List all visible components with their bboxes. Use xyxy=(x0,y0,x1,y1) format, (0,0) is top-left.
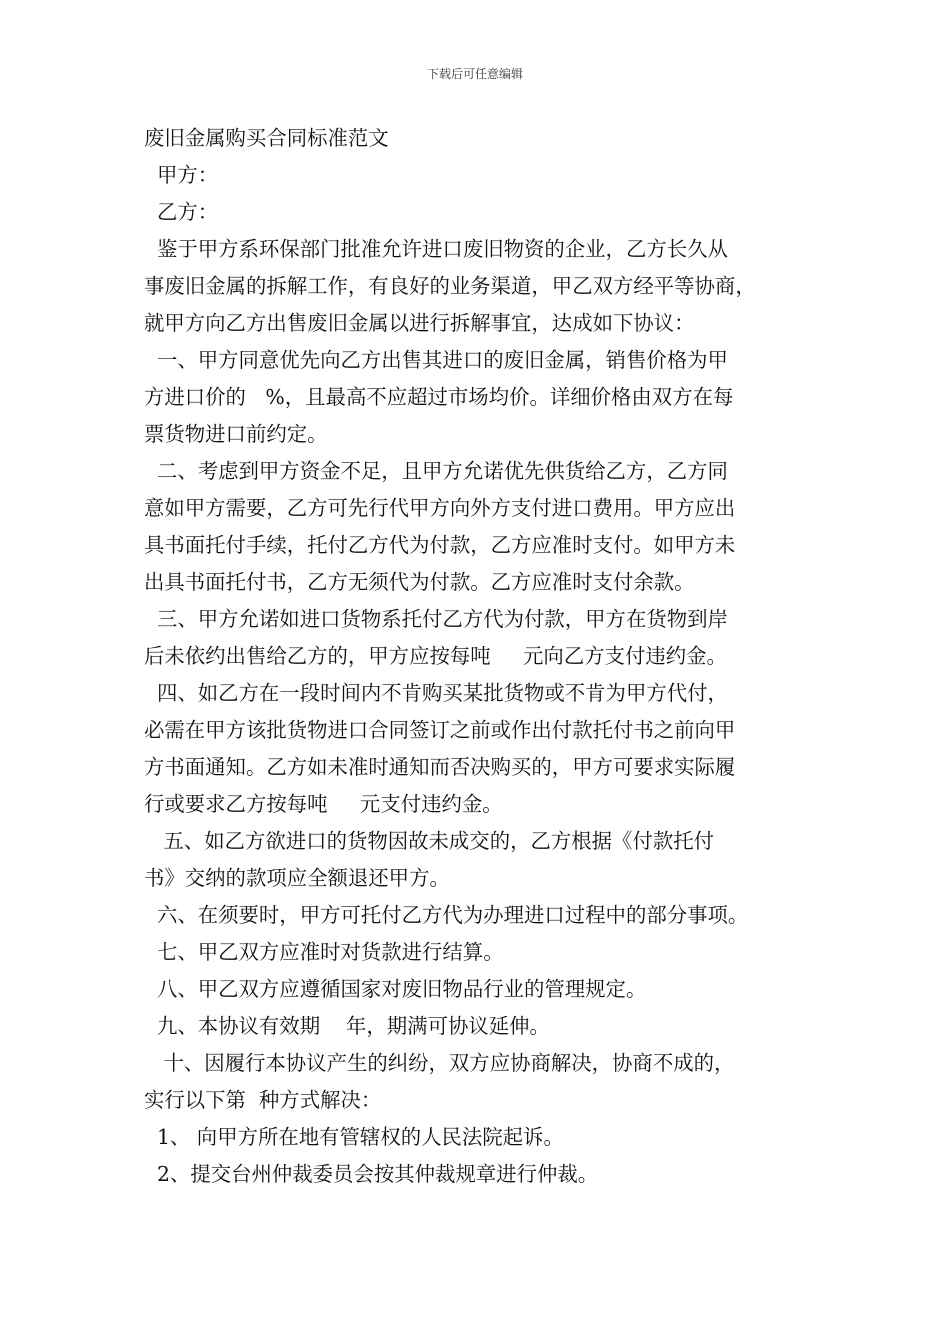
document-line: 四、如乙方在一段时间内不肯购买某批货物或不肯为甲方代付， xyxy=(144,681,728,705)
document-line: 八、甲乙双方应遵循国家对废旧物品行业的管理规定。 xyxy=(144,977,647,1001)
document-line: 出具书面托付书，乙方无须代为付款。乙方应准时支付余款。 xyxy=(144,570,695,594)
document-line: 具书面托付手续，托付乙方代为付款，乙方应准时支付。如甲方未 xyxy=(144,533,736,557)
document-line: 意如甲方需要，乙方可先行代甲方向外方支付进口费用。甲方应出 xyxy=(144,496,736,520)
document-line: 九、本协议有效期 年，期满可协议延伸。 xyxy=(144,1014,550,1038)
document-line: 就甲方向乙方出售废旧金属以进行拆解事宜，达成如下协议： xyxy=(144,311,695,335)
document-line: 2、提交台州仲裁委员会按其仲裁规章进行仲裁。 xyxy=(144,1162,599,1186)
document-line: 票货物进口前约定。 xyxy=(144,422,328,446)
document-line: 十、因履行本协议产生的纠纷，双方应协商解决，协商不成的， xyxy=(144,1051,735,1075)
document-line: 必需在甲方该批货物进口合同签订之前或作出付款托付书之前向甲 xyxy=(144,718,736,742)
document-line: 一、甲方同意优先向乙方出售其进口的废旧金属，销售价格为甲 xyxy=(144,348,728,372)
document-line: 五、如乙方欲进口的货物因故未成交的，乙方根据《付款托付 xyxy=(144,829,714,853)
document-line: 实行以下第 种方式解决： xyxy=(144,1088,382,1112)
document-line: 方进口价的 %，且最高不应超过市场均价。详细价格由双方在每 xyxy=(144,385,734,409)
document-paragraphs xyxy=(144,157,814,1193)
page-header-note: 下载后可任意编辑 xyxy=(426,67,523,81)
document-line: 行或要求乙方按每吨 元支付违约金。 xyxy=(144,792,503,816)
document-line: 三、甲方允诺如进口货物系托付乙方代为付款，甲方在货物到岸 xyxy=(144,607,728,631)
document-title: 废旧金属购买合同标准范文 xyxy=(144,126,389,150)
document-line: 二、考虑到甲方资金不足，且甲方允诺优先供货给乙方，乙方同 xyxy=(144,459,728,483)
document-line: 乙方： xyxy=(144,200,219,224)
document-line: 方书面通知。乙方如未准时通知而否决购买的，甲方可要求实际履 xyxy=(144,755,736,779)
document-line: 书》交纳的款项应全额退还甲方。 xyxy=(144,866,450,890)
document-body xyxy=(144,120,814,1193)
document-line: 六、在须要时，甲方可托付乙方代为办理进口过程中的部分事项。 xyxy=(144,903,749,927)
document-line: 甲方： xyxy=(144,163,219,187)
document-line: 事废旧金属的拆解工作，有良好的业务渠道，甲乙双方经平等协商， xyxy=(144,274,756,298)
document-line: 鉴于甲方系环保部门批准允许进口废旧物资的企业，乙方长久从 xyxy=(144,237,728,261)
document-line: 1、 向甲方所在地有管辖权的人民法院起诉。 xyxy=(144,1125,564,1149)
document-line: 七、甲乙双方应准时对货款进行结算。 xyxy=(144,940,504,964)
document-line: 后未依约出售给乙方的，甲方应按每吨 元向乙方支付违约金。 xyxy=(144,644,727,668)
